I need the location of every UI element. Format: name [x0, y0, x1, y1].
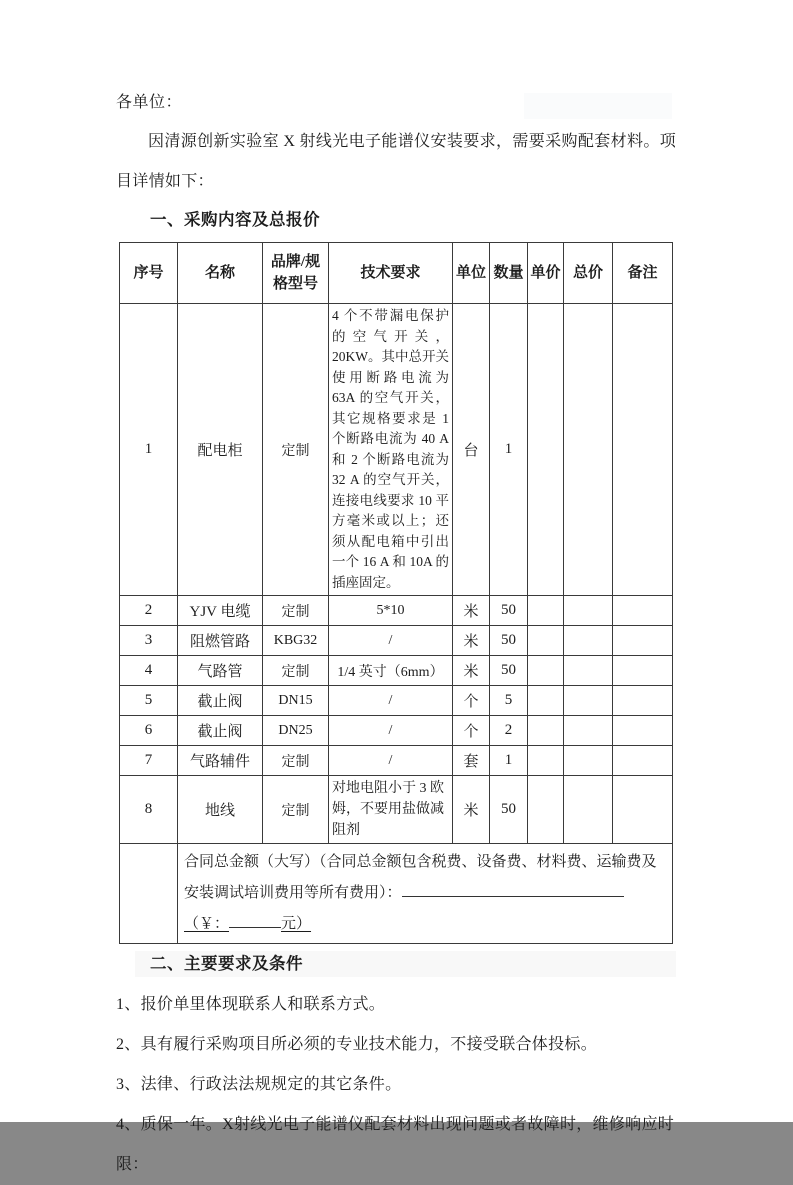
- procurement-table: [119, 242, 673, 944]
- requirement-item: 1、报价单里体现联系人和联系方式。: [116, 996, 386, 1013]
- column-header: 数量: [490, 243, 528, 304]
- column-header: 品牌/规格型号: [263, 243, 329, 304]
- table-row: [120, 716, 673, 746]
- cell-spec: 定制: [263, 746, 329, 776]
- cell-name: 地线: [178, 776, 263, 844]
- requirement-item: 2、具有履行采购项目所必须的专业技术能力，不接受联合体投标。: [116, 1036, 598, 1053]
- cell-no: 8: [120, 776, 178, 844]
- requirements-list: [116, 985, 676, 1185]
- cell-unit_price: [528, 656, 564, 686]
- cell-qty: 1: [490, 304, 528, 596]
- cell-remark: [613, 746, 673, 776]
- cell-remark: [613, 656, 673, 686]
- section1-heading: 一、采购内容及总报价: [150, 210, 320, 229]
- cell-remark: [613, 596, 673, 626]
- requirement-item: 4、质保一年。X射线光电子能谱仪配套材料出现问题或者故障时，维修响应时限：: [116, 1116, 675, 1173]
- column-header: 总价: [564, 243, 613, 304]
- cell-unit: 套: [453, 746, 490, 776]
- cell-unit_price: [528, 304, 564, 596]
- scan-artifact-box: [524, 93, 672, 119]
- cell-name: YJV 电缆: [178, 596, 263, 626]
- cell-qty: 1: [490, 746, 528, 776]
- cell-qty: 5: [490, 686, 528, 716]
- cell-qty: 50: [490, 656, 528, 686]
- column-header: 技术要求: [329, 243, 453, 304]
- cell-total_price: [564, 686, 613, 716]
- cell-total_price: [564, 776, 613, 844]
- cell-unit: 个: [453, 716, 490, 746]
- contract-total-cell: [178, 844, 673, 944]
- cell-spec: DN15: [263, 686, 329, 716]
- cell-qty: 50: [490, 626, 528, 656]
- cell-unit_price: [528, 686, 564, 716]
- section2-heading: [135, 951, 676, 977]
- cell-spec: DN25: [263, 716, 329, 746]
- cell-qty: 50: [490, 776, 528, 844]
- table-row: [120, 686, 673, 716]
- cell-remark: [613, 776, 673, 844]
- cell-no: 4: [120, 656, 178, 686]
- cell-name: 气路辅件: [178, 746, 263, 776]
- cell-tech: 5*10: [329, 596, 453, 626]
- cell-total_price: [564, 746, 613, 776]
- column-header: 备注: [613, 243, 673, 304]
- cell-unit_price: [528, 776, 564, 844]
- cell-unit: 米: [453, 596, 490, 626]
- cell-tech: /: [329, 686, 453, 716]
- cell-qty: 50: [490, 596, 528, 626]
- cell-name: 截止阀: [178, 716, 263, 746]
- section2-heading-band: 二、主要要求及条件: [135, 951, 676, 977]
- cell-unit_price: [528, 716, 564, 746]
- cell-tech: 对地电阻小于 3 欧姆，不要用盐做减阻剂: [329, 776, 453, 844]
- table-row: [120, 626, 673, 656]
- cell-tech: /: [329, 716, 453, 746]
- cell-total_price: [564, 626, 613, 656]
- cell-total_price: [564, 716, 613, 746]
- cell-spec: 定制: [263, 596, 329, 626]
- cell-tech: 4 个不带漏电保护的空气开关，20KW。其中总开关使用断路电流为 63A 的空气开关，其它规格要求是 1 个断路电流为 40 A 和 2 个断路电流为 32 A 的空气开关，连接电线要求 10 平方毫米或以上；还须从配电箱中引出一个 16 A 和 10A 的插座固定。: [329, 304, 453, 596]
- amount-blank-line: [402, 895, 624, 897]
- cell-name: 配电柜: [178, 304, 263, 596]
- cell-spec: 定制: [263, 656, 329, 686]
- cell-remark: [613, 304, 673, 596]
- cell-tech: /: [329, 626, 453, 656]
- cell-remark: [613, 716, 673, 746]
- cell-no: 3: [120, 626, 178, 656]
- cell-no: 5: [120, 686, 178, 716]
- cell-unit_price: [528, 746, 564, 776]
- cell-unit: 个: [453, 686, 490, 716]
- cell-unit: 台: [453, 304, 490, 596]
- cell-spec: 定制: [263, 776, 329, 844]
- cell-total_price: [564, 656, 613, 686]
- cell-remark: [613, 626, 673, 656]
- cell-spec: 定制: [263, 304, 329, 596]
- cell-unit: 米: [453, 776, 490, 844]
- table-row: [120, 656, 673, 686]
- contract-total-label: 合同总金额（大写）（合同总金额包含税费、设备费、材料费、运输费及安装调试培训费用等所有费用）：: [184, 854, 657, 901]
- cell-name: 截止阀: [178, 686, 263, 716]
- currency-suffix: 元）: [281, 916, 312, 932]
- cell-tech: 1/4 英寸（6mm）: [329, 656, 453, 686]
- cell-no: 6: [120, 716, 178, 746]
- cell-unit: 米: [453, 626, 490, 656]
- table-row: [120, 776, 673, 844]
- table-row: [120, 596, 673, 626]
- cell-unit_price: [528, 596, 564, 626]
- cell-total_price: [564, 304, 613, 596]
- currency-amount-blank: [229, 926, 281, 928]
- cell-unit: 米: [453, 656, 490, 686]
- cell-no: 1: [120, 304, 178, 596]
- cell-name: 气路管: [178, 656, 263, 686]
- cell-no: 2: [120, 596, 178, 626]
- table-row: [120, 746, 673, 776]
- salutation: 各单位：: [116, 94, 183, 111]
- cell-tech: /: [329, 746, 453, 776]
- cell-qty: 2: [490, 716, 528, 746]
- intro-paragraph: 因清源创新实验室 X 射线光电子能谱仪安装要求，需要采购配套材料。项目详情如下：: [116, 133, 676, 190]
- cell-no: 7: [120, 746, 178, 776]
- table-row: [120, 304, 673, 596]
- column-header: 名称: [178, 243, 263, 304]
- summary-row: [120, 844, 673, 944]
- cell-remark: [613, 686, 673, 716]
- cell-name: 阻燃管路: [178, 626, 263, 656]
- summary-empty-cell: [120, 844, 178, 944]
- currency-prefix: （￥：: [184, 916, 230, 932]
- cell-total_price: [564, 596, 613, 626]
- table-header-row: [120, 243, 673, 304]
- column-header: 序号: [120, 243, 178, 304]
- column-header: 单价: [528, 243, 564, 304]
- cell-unit_price: [528, 626, 564, 656]
- requirement-item: 3、法律、行政法法规规定的其它条件。: [116, 1076, 402, 1093]
- column-header: 单位: [453, 243, 490, 304]
- cell-spec: KBG32: [263, 626, 329, 656]
